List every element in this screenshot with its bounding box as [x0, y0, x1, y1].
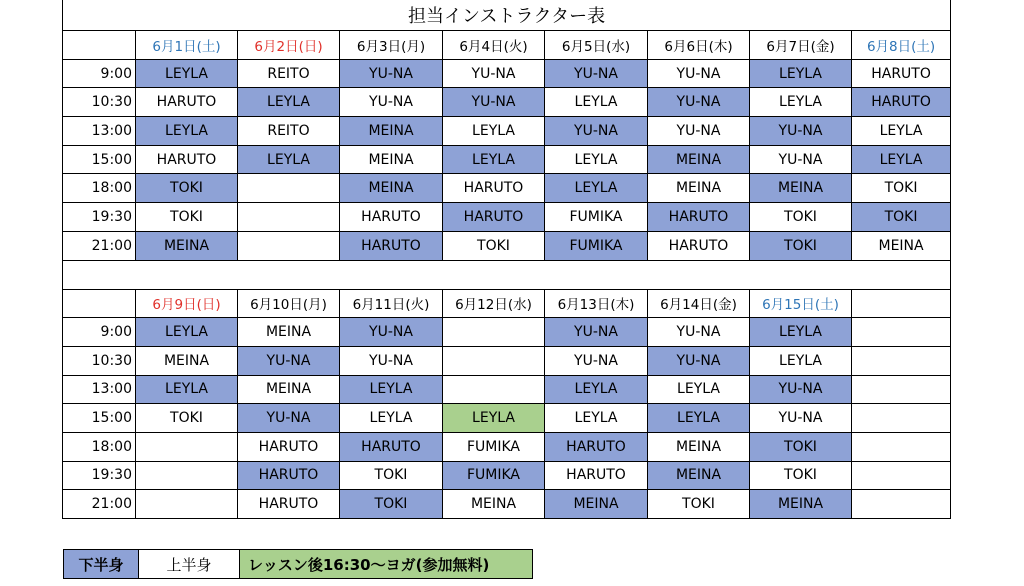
instructor-cell: TOKI	[852, 174, 951, 203]
date-header: 6月13日(木)	[545, 289, 648, 318]
instructor-cell: MEINA	[648, 432, 750, 461]
time-header-cell	[63, 31, 136, 60]
instructor-cell	[238, 174, 340, 203]
instructor-cell: TOKI	[136, 174, 238, 203]
instructor-cell: FUMIKA	[443, 432, 545, 461]
date-header: 6月7日(金)	[750, 31, 852, 60]
instructor-cell: TOKI	[136, 203, 238, 232]
schedule-row	[63, 461, 951, 490]
instructor-cell: YU-NA	[545, 59, 648, 88]
schedule-row	[63, 490, 951, 519]
instructor-cell: MEINA	[648, 461, 750, 490]
legend-yoga: レッスン後16:30～ヨガ(参加無料)	[240, 550, 533, 579]
instructor-cell: TOKI	[852, 203, 951, 232]
date-header: 6月4日(火)	[443, 31, 545, 60]
date-header: 6月12日(水)	[443, 289, 545, 318]
date-header	[852, 289, 951, 318]
instructor-cell: YU-NA	[340, 88, 443, 117]
instructor-cell: TOKI	[340, 490, 443, 519]
week-gap-row	[63, 260, 951, 289]
instructor-cell: MEINA	[136, 346, 238, 375]
time-slot: 21:00	[63, 231, 136, 260]
instructor-cell: MEINA	[750, 490, 852, 519]
time-slot: 10:30	[63, 346, 136, 375]
date-header: 6月11日(火)	[340, 289, 443, 318]
instructor-cell: MEINA	[648, 145, 750, 174]
instructor-cell: YU-NA	[238, 346, 340, 375]
instructor-cell	[852, 461, 951, 490]
instructor-cell: MEINA	[238, 318, 340, 347]
legend	[63, 549, 533, 579]
instructor-cell: MEINA	[238, 375, 340, 404]
date-header: 6月15日(土)	[750, 289, 852, 318]
instructor-cell	[136, 432, 238, 461]
date-header: 6月5日(水)	[545, 31, 648, 60]
instructor-cell: MEINA	[340, 117, 443, 146]
instructor-cell: MEINA	[648, 174, 750, 203]
instructor-cell: MEINA	[340, 174, 443, 203]
schedule-row	[63, 346, 951, 375]
instructor-cell: HARUTO	[340, 203, 443, 232]
instructor-cell: LEYLA	[136, 318, 238, 347]
time-slot: 9:00	[63, 318, 136, 347]
instructor-cell: LEYLA	[238, 88, 340, 117]
instructor-cell: LEYLA	[545, 174, 648, 203]
instructor-cell: YU-NA	[443, 59, 545, 88]
instructor-cell: LEYLA	[545, 375, 648, 404]
schedule-body	[63, 0, 951, 519]
instructor-cell: YU-NA	[340, 318, 443, 347]
instructor-cell: LEYLA	[852, 145, 951, 174]
date-header: 6月6日(木)	[648, 31, 750, 60]
instructor-cell: LEYLA	[238, 145, 340, 174]
instructor-cell: LEYLA	[750, 88, 852, 117]
instructor-cell: LEYLA	[340, 404, 443, 433]
schedule-row	[63, 432, 951, 461]
instructor-cell: HARUTO	[852, 88, 951, 117]
schedule-row	[63, 59, 951, 88]
instructor-cell: LEYLA	[648, 375, 750, 404]
instructor-cell: LEYLA	[648, 404, 750, 433]
instructor-cell	[136, 490, 238, 519]
legend-upper-body: 上半身	[139, 550, 240, 579]
instructor-cell: YU-NA	[238, 404, 340, 433]
date-header: 6月8日(土)	[852, 31, 951, 60]
time-slot: 18:00	[63, 174, 136, 203]
instructor-cell: YU-NA	[648, 59, 750, 88]
schedule-row	[63, 375, 951, 404]
instructor-cell: YU-NA	[648, 318, 750, 347]
instructor-cell: LEYLA	[443, 117, 545, 146]
instructor-cell: HARUTO	[238, 461, 340, 490]
time-slot: 19:30	[63, 461, 136, 490]
instructor-cell: YU-NA	[545, 117, 648, 146]
time-slot: 10:30	[63, 88, 136, 117]
date-header: 6月14日(金)	[648, 289, 750, 318]
instructor-cell	[852, 404, 951, 433]
instructor-cell: LEYLA	[340, 375, 443, 404]
instructor-cell: HARUTO	[340, 432, 443, 461]
instructor-cell: FUMIKA	[545, 231, 648, 260]
instructor-cell: REITO	[238, 59, 340, 88]
instructor-cell: YU-NA	[648, 117, 750, 146]
date-header: 6月1日(土)	[136, 31, 238, 60]
instructor-cell: FUMIKA	[443, 461, 545, 490]
instructor-cell: LEYLA	[852, 117, 951, 146]
instructor-cell: HARUTO	[340, 231, 443, 260]
schedule-row	[63, 88, 951, 117]
instructor-cell: TOKI	[136, 404, 238, 433]
instructor-schedule-table	[62, 0, 951, 519]
instructor-cell: LEYLA	[750, 59, 852, 88]
instructor-cell: LEYLA	[443, 404, 545, 433]
schedule-row	[63, 203, 951, 232]
instructor-cell: HARUTO	[852, 59, 951, 88]
instructor-cell: MEINA	[443, 490, 545, 519]
schedule-row	[63, 231, 951, 260]
instructor-cell: LEYLA	[545, 145, 648, 174]
instructor-cell: YU-NA	[545, 346, 648, 375]
page-title: 担当インストラクター表	[63, 0, 951, 31]
time-slot: 19:30	[63, 203, 136, 232]
instructor-cell: MEINA	[852, 231, 951, 260]
instructor-cell: YU-NA	[750, 404, 852, 433]
instructor-cell: HARUTO	[136, 145, 238, 174]
date-header: 6月9日(日)	[136, 289, 238, 318]
instructor-cell	[443, 318, 545, 347]
instructor-cell	[136, 461, 238, 490]
instructor-cell: LEYLA	[750, 346, 852, 375]
instructor-cell: YU-NA	[648, 346, 750, 375]
date-header: 6月3日(月)	[340, 31, 443, 60]
instructor-cell: LEYLA	[750, 318, 852, 347]
instructor-cell: FUMIKA	[545, 203, 648, 232]
instructor-cell	[852, 318, 951, 347]
instructor-cell: MEINA	[545, 490, 648, 519]
schedule-row	[63, 117, 951, 146]
instructor-cell	[443, 375, 545, 404]
time-slot: 15:00	[63, 404, 136, 433]
instructor-cell	[443, 346, 545, 375]
schedule-row	[63, 174, 951, 203]
instructor-cell: HARUTO	[545, 461, 648, 490]
instructor-cell: YU-NA	[750, 375, 852, 404]
instructor-cell	[238, 231, 340, 260]
time-slot: 9:00	[63, 59, 136, 88]
instructor-cell: HARUTO	[545, 432, 648, 461]
title-row	[63, 0, 951, 31]
instructor-cell	[852, 346, 951, 375]
instructor-cell: HARUTO	[443, 174, 545, 203]
instructor-cell: HARUTO	[136, 88, 238, 117]
instructor-cell: HARUTO	[238, 490, 340, 519]
date-header: 6月2日(日)	[238, 31, 340, 60]
instructor-cell: YU-NA	[340, 59, 443, 88]
instructor-cell: LEYLA	[136, 59, 238, 88]
schedule-row	[63, 404, 951, 433]
instructor-cell: TOKI	[443, 231, 545, 260]
instructor-cell: TOKI	[340, 461, 443, 490]
instructor-cell: TOKI	[750, 203, 852, 232]
date-header-row	[63, 289, 951, 318]
instructor-cell: LEYLA	[136, 117, 238, 146]
instructor-cell: HARUTO	[443, 203, 545, 232]
schedule-row	[63, 318, 951, 347]
instructor-cell: TOKI	[648, 490, 750, 519]
instructor-cell: YU-NA	[545, 318, 648, 347]
legend-lower-body: 下半身	[64, 550, 139, 579]
instructor-cell: MEINA	[340, 145, 443, 174]
instructor-cell: YU-NA	[443, 88, 545, 117]
instructor-cell	[852, 432, 951, 461]
instructor-cell	[238, 203, 340, 232]
time-slot: 13:00	[63, 117, 136, 146]
instructor-cell	[852, 375, 951, 404]
schedule-row	[63, 145, 951, 174]
instructor-cell: TOKI	[750, 461, 852, 490]
week-gap-cell	[63, 260, 951, 289]
time-slot: 18:00	[63, 432, 136, 461]
instructor-cell	[852, 490, 951, 519]
instructor-cell: LEYLA	[136, 375, 238, 404]
instructor-cell: HARUTO	[648, 203, 750, 232]
date-header-row	[63, 31, 951, 60]
instructor-cell: TOKI	[750, 432, 852, 461]
instructor-cell: YU-NA	[750, 145, 852, 174]
time-slot: 13:00	[63, 375, 136, 404]
instructor-cell: LEYLA	[443, 145, 545, 174]
date-header: 6月10日(月)	[238, 289, 340, 318]
instructor-cell: YU-NA	[340, 346, 443, 375]
instructor-cell: MEINA	[136, 231, 238, 260]
instructor-cell: YU-NA	[750, 117, 852, 146]
instructor-cell: LEYLA	[545, 88, 648, 117]
instructor-cell: TOKI	[750, 231, 852, 260]
instructor-cell: HARUTO	[648, 231, 750, 260]
time-header-cell	[63, 289, 136, 318]
time-slot: 15:00	[63, 145, 136, 174]
instructor-cell: YU-NA	[648, 88, 750, 117]
time-slot: 21:00	[63, 490, 136, 519]
instructor-cell: HARUTO	[238, 432, 340, 461]
instructor-cell: MEINA	[750, 174, 852, 203]
instructor-cell: REITO	[238, 117, 340, 146]
instructor-cell: LEYLA	[545, 404, 648, 433]
